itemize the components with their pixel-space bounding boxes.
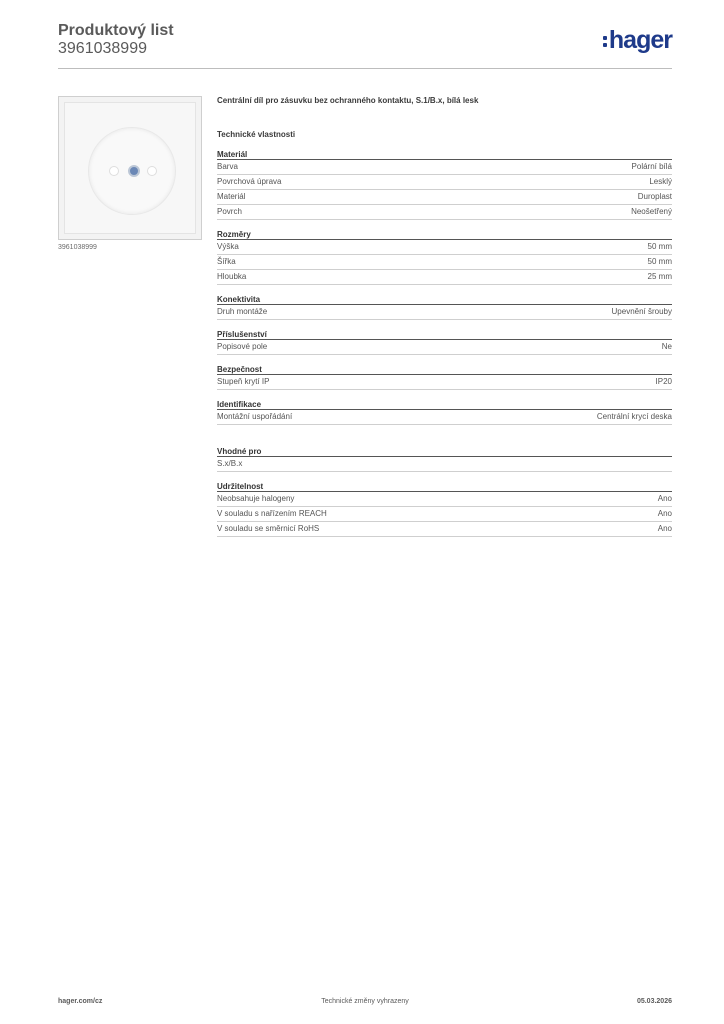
product-image[interactable] [58,96,202,240]
screw-icon [128,165,140,177]
cover-plate-graphic [64,102,196,234]
logo-text: hager [608,25,672,54]
header-divider [58,68,672,69]
spec-label: Stupeň krytí IP [217,377,270,386]
spec-value: Lesklý [649,177,672,186]
spec-row [217,160,672,175]
spec-row [217,457,672,472]
spec-label: Barva [217,162,238,171]
spec-value: Ne [661,342,672,351]
spec-section-title: Bezpečnost [217,365,672,375]
spec-label: Výška [217,242,239,251]
page-footer [58,998,672,1010]
spec-label: Povrchová úprava [217,177,282,186]
spec-row [217,492,672,507]
spec-label: Popisové pole [217,342,268,351]
spec-value: 25 mm [647,272,672,281]
spec-row [217,340,672,355]
spec-section [217,365,672,390]
spec-section [217,447,672,472]
spec-label: Šířka [217,257,236,266]
spec-section-title: Příslušenství [217,330,672,340]
spec-row [217,375,672,390]
spec-row [217,522,672,537]
spec-value: IP20 [655,377,672,386]
spec-label: V souladu s nařízením REACH [217,509,327,518]
spec-value: Ano [657,509,672,518]
spec-label: Materiál [217,192,246,201]
spec-row [217,240,672,255]
spec-label: Montážní uspořádání [217,412,293,421]
page-header [58,22,672,68]
specs-heading: Technické vlastnosti [217,130,296,139]
spec-label: Neobsahuje halogeny [217,494,295,503]
spec-row [217,410,672,425]
spec-section [217,230,672,285]
hager-logo[interactable] [603,26,672,54]
spec-value: Ano [657,494,672,503]
spec-value: Neošetřený [631,207,672,216]
logo-dots-icon [603,36,607,47]
spec-section-title: Vhodné pro [217,447,672,457]
spec-row [217,507,672,522]
spec-row [217,255,672,270]
spec-section [217,150,672,220]
image-caption: 3961038999 [58,244,97,251]
pin-hole-right [147,166,157,176]
spec-label: S.x/B.x [217,459,243,468]
spec-row [217,270,672,285]
spec-section [217,295,672,320]
spec-section [217,330,672,355]
spec-label: Druh montáže [217,307,268,316]
pin-hole-left [109,166,119,176]
spec-value: Centrální krycí deska [596,412,672,421]
spec-section-title: Identifikace [217,400,672,410]
spec-section [217,482,672,537]
footer-date: 05.03.2026 [636,998,672,1005]
product-description: Centrální díl pro zásuvku bez ochranného kontaktu, S.1/B.x, bílá lesk [217,96,479,105]
spec-value: Polární bílá [631,162,672,171]
product-details [217,96,672,537]
socket-center-graphic [88,127,176,215]
spec-row [217,305,672,320]
spec-label: Povrch [217,207,242,216]
spec-value: Ano [657,524,672,533]
product-number: 3961038999 [58,40,147,57]
spec-value: 50 mm [647,257,672,266]
footer-website-link[interactable]: hager.com/cz [58,998,103,1005]
spec-row [217,175,672,190]
spec-section-title: Materiál [217,150,672,160]
spec-label: V souladu se směrnicí RoHS [217,524,320,533]
spec-section-title: Udržitelnost [217,482,672,492]
spec-row [217,205,672,220]
spec-value: Duroplast [637,192,672,201]
spec-value: 50 mm [647,242,672,251]
spec-label: Hloubka [217,272,247,281]
spec-row [217,190,672,205]
document-title: Produktový list [58,22,174,39]
spec-section [217,400,672,425]
spec-section-title: Rozměry [217,230,672,240]
spec-sections [217,150,672,537]
spec-section-title: Konektivita [217,295,672,305]
spec-value: Upevnění šrouby [611,307,672,316]
footer-note: Technické změny vyhrazeny [321,998,409,1005]
